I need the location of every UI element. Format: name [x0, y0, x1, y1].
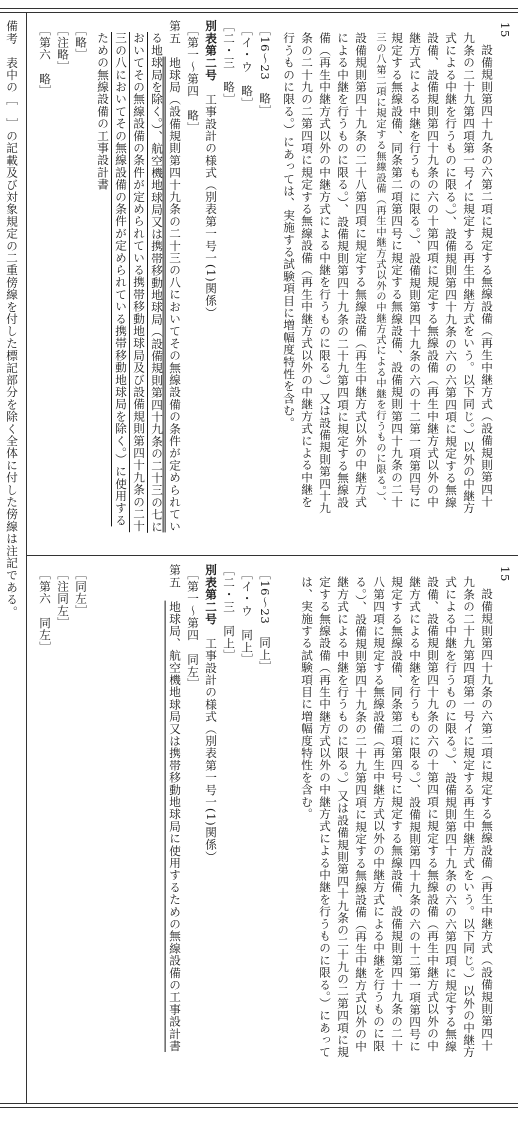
lower-same-a: ［同左］ [74, 568, 88, 617]
lower-same-16-23: ［16～23 同上］ [258, 568, 272, 674]
upper-dai5-line-5: ための無線設備の工事設計書 [96, 32, 110, 191]
note-column-divider [26, 12, 27, 1103]
table-note: 備考 表中の［ ］の記載及び対象規定の二重傍線を付した標記部分を除く全体に付した傍線は注記である。 [5, 20, 19, 618]
lower-same-notes: ［注同左］ [56, 568, 70, 629]
lower-line-3: 式による中継を行うものに限る。）、設備規則第四十九条の六の六第四項に規定する無線 [444, 576, 458, 1053]
lower-same-2-3: ［二・三 同上］ [222, 564, 236, 662]
upper-dai5-line-4: 三の八においてその無線設備の条件が定められている携帯移動地球局を除く。）に使用する [114, 32, 128, 527]
upper-line-6: 規定する無線設備、同条第二項第四号に規定する無線設備、設備規則第四十九条の二十 [390, 32, 404, 508]
upper-line-8: 設備規則第四十九条の二十八第四項に規定する無線設備（再生中継方式以外の中継方式 [354, 32, 368, 508]
upper-line-2: 九条の二十九第四項第一号イに規定する再生中継方式をいう。以下同じ。）以外の中継方 [462, 32, 476, 515]
upper-line-10: 備（再生中継方式以外の中継方式による中継を行うものに限る。）又は設備規則第四十九 [318, 32, 332, 515]
table-top-rule-inner [0, 12, 518, 13]
lower-dai5-line [168, 564, 180, 1052]
lower-line-5: 継方式による中継を行うものに限る。）、設備規則第四十九条の六の十二第一項第四号に [408, 576, 422, 1053]
upper-line-5: 継方式による中継を行うものに限る。）、設備規則第四十九条の六の十二第一項第四号に [408, 32, 422, 509]
upper-line-4: 設備、設備規則第四十九条の六の十第四項に規定する無線設備（再生中継方式以外の中 [426, 32, 440, 508]
upper-appendix-number: 別表第二号 [204, 20, 218, 81]
upper-item-number: 15 [498, 22, 512, 38]
upper-line-11: 条の二十九の二第四項に規定する無線設備（再生中継方式以外の中継方式による中継を [300, 32, 314, 508]
lower-appendix-number: 別表第二号 [204, 564, 218, 625]
lower-line-10: 定する無線設備（再生中継方式以外の中継方式による中継を行うものに限る。）にあって [318, 576, 332, 1059]
lower-line-8: る。）、設備規則第四十九条の二十九第四項に規定する無線設備（再生中継方式以外の中 [354, 576, 368, 1053]
upper-line-1: 設備規則第四十九条の六第二項に規定する無線設備（再生中継方式（設備規則第四十 [480, 44, 494, 508]
upper-omitted-6: ［第六 略］ [38, 24, 52, 98]
lower-line-4: 設備、設備規則第四十九条の六の十第四項に規定する無線設備（再生中継方式以外の中 [426, 576, 440, 1052]
lower-line-9: 継方式による中継を行うものに限る。）又は設備規則第四十九条の二十九の二第四項に規 [336, 576, 350, 1059]
upper-dai5-label: 第五 [168, 20, 182, 45]
lower-appendix-title: 工事設計の様式（別表第一号一(1)関係） [204, 625, 218, 863]
upper-omitted-1-4: ［第一～第四 略］ [186, 24, 200, 134]
upper-omitted-a: ［略］ [74, 24, 88, 61]
table-bottom-rule [0, 1103, 518, 1104]
lower-item-number: 15 [498, 566, 512, 582]
upper-line-3: 式による中継を行うものに限る。）、設備規則第四十九条の六の六第四項に規定する無線 [444, 32, 458, 509]
lower-line-1: 設備規則第四十九条の六第二項に規定する無線設備（再生中継方式（設備規則第四十 [480, 588, 494, 1052]
upper-appendix-title: 工事設計の様式（別表第一号一(1)関係） [204, 81, 218, 319]
upper-dai5-line-1 [168, 20, 180, 532]
upper-omitted-16-23: ［16～23 略］ [258, 24, 272, 117]
row-divider [26, 555, 518, 556]
lower-same-6: ［第六 同左］ [38, 568, 52, 654]
upper-line-12: 行うものに限る。）にあっては、実施する試験項目に増幅度特性を含む。 [282, 32, 296, 429]
upper-dai5-line-3: おいてその無線設備の条件が定められている携帯移動地球局及び設備規則第四十九条の二十 [132, 32, 146, 533]
lower-same-1-4: ［第一～第四 同左］ [186, 568, 200, 690]
table-bottom-rule-outer [0, 1107, 518, 1108]
upper-omitted-2-3: ［二・三 略］ [222, 20, 236, 106]
upper-omitted-notes: ［注略］ [56, 24, 70, 73]
lower-dai5-label: 第五 [168, 564, 182, 589]
lower-appendix-heading [204, 564, 216, 863]
lower-line-6: 規定する無線設備、同条第二項第四号に規定する無線設備、設備規則第四十九条の二十 [390, 576, 404, 1052]
upper-line-9: による中継を行うものに限る。）、設備規則第四十九条の二十九第四項に規定する無線設 [336, 32, 350, 509]
lower-line-7: 八第四項に規定する無線設備（再生中継方式以外の中継方式による中継を行うものに限 [372, 576, 386, 1052]
upper-appendix-heading [204, 20, 216, 319]
upper-dai5-text-1: 地球局（設備規則第四十九条の二十三の八においてその無線設備の条件が定められてい [168, 56, 182, 533]
upper-dai5-line-2: る地球局を除く。）、航空機地球局又は携帯移動地球局（設備規則第四十九条の二十三の七に [150, 32, 164, 533]
lower-line-11: は、実施する試験項目に増幅度特性を含む。 [300, 576, 314, 820]
upper-line-7: 三の八第二項に規定する無線設備（再生中継方式以外の中継方式による中継を行うものに限る。）、 [374, 32, 385, 508]
lower-line-2: 九条の二十九第四項第一号イに規定する再生中継方式をいう。以下同じ。）以外の中継方 [462, 576, 476, 1059]
lower-same-i-u: ［イ・ウ 同上］ [240, 568, 254, 666]
upper-omitted-i-u: ［イ・ウ 略］ [240, 24, 254, 110]
lower-dai5-text: 地球局、航空機地球局又は携帯移動地球局に使用するための無線設備の工事設計書 [168, 600, 182, 1053]
table-top-rule [0, 8, 518, 9]
